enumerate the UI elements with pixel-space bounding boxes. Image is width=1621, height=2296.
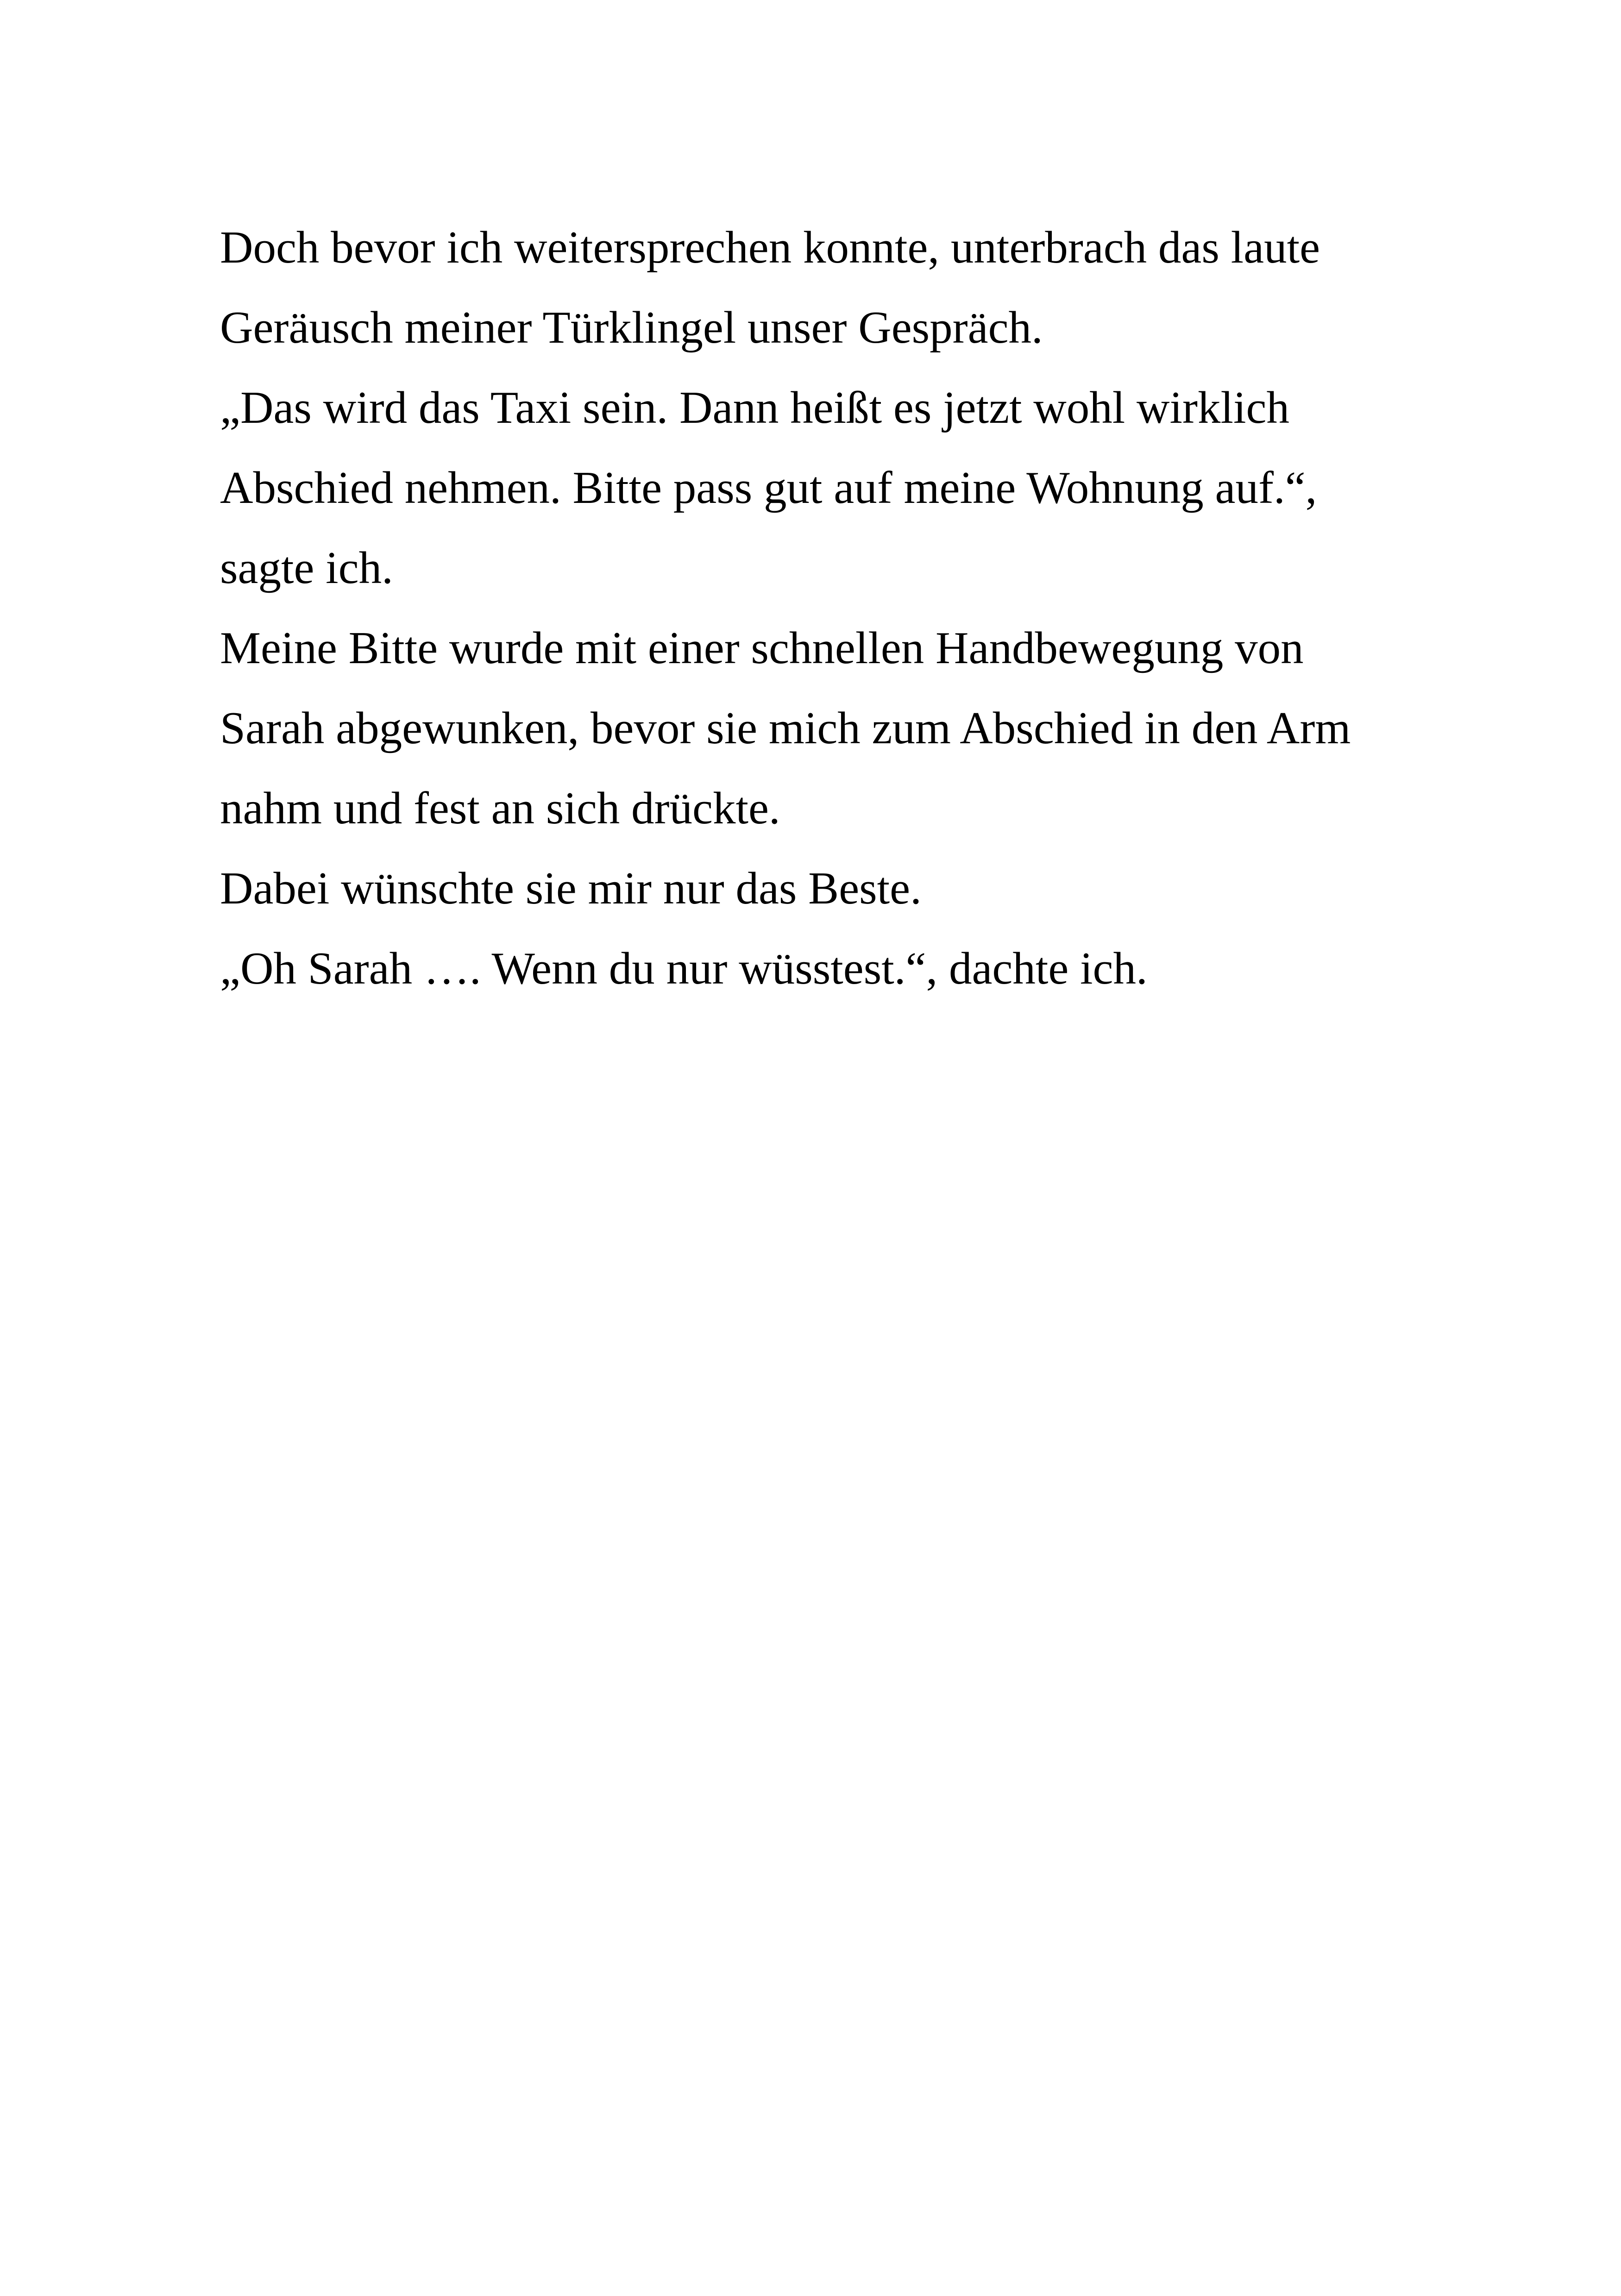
text-line: Geräusch meiner Türklingel unser Gespräch. <box>220 302 1043 353</box>
text-line: Doch bevor ich weitersprechen konnte, unterbrach das laute <box>220 222 1320 273</box>
text-line: Dabei wünschte sie mir nur das Beste. <box>220 863 922 914</box>
text-line: sagte ich. <box>220 543 393 593</box>
text-line: Sarah abgewunken, bevor sie mich zum Abschied in den Arm <box>220 703 1351 753</box>
text-line: „Das wird das Taxi sein. Dann heißt es jetzt wohl wirklich <box>220 383 1289 433</box>
text-line: nahm und fest an sich drückte. <box>220 783 780 834</box>
text-line: Meine Bitte wurde mit einer schnellen Handbewegung von <box>220 623 1304 673</box>
body-text <box>220 207 1447 1009</box>
text-line: „Oh Sarah …. Wenn du nur wüsstest.“, dachte ich. <box>220 943 1148 994</box>
text-line: Abschied nehmen. Bitte pass gut auf meine Wohnung auf.“, <box>220 463 1317 513</box>
